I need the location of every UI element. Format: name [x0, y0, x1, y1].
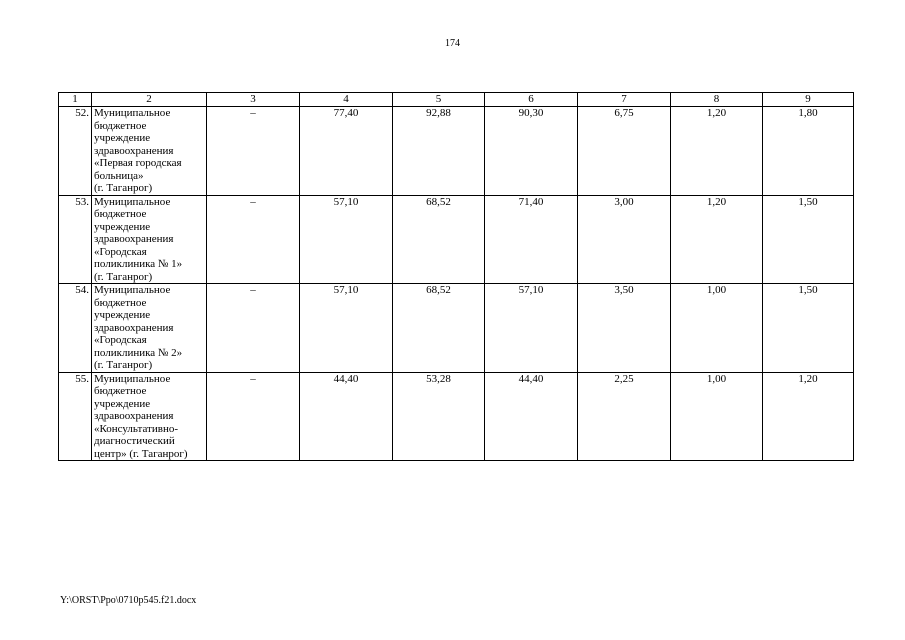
- row-number: 52.: [59, 107, 92, 196]
- institution-name: [92, 372, 207, 461]
- column-header: 4: [300, 93, 393, 107]
- name-line: учреждение: [94, 309, 151, 321]
- name-line: бюджетное: [94, 119, 147, 132]
- column-header: 1: [59, 93, 92, 107]
- column-header: 3: [207, 93, 300, 107]
- value-cell: 6,75: [578, 107, 671, 196]
- table-row: [59, 195, 854, 284]
- value-cell: 3,00: [578, 195, 671, 284]
- value-cell: 68,52: [393, 195, 485, 284]
- name-line: поликлиника № 2»: [94, 346, 183, 359]
- name-line: «Консультативно-: [94, 422, 178, 435]
- name-line: Муниципальное: [94, 372, 171, 385]
- name-line: (г. Таганрог): [94, 359, 153, 371]
- institution-name: [92, 195, 207, 284]
- name-line: учреждение: [94, 132, 151, 144]
- value-cell: 90,30: [485, 107, 578, 196]
- data-table: [58, 92, 854, 461]
- header-row: [59, 93, 854, 107]
- name-line: центр» (г. Таганрог): [94, 447, 188, 460]
- name-line: «Городская: [94, 334, 147, 346]
- name-line: здравоохранения: [94, 410, 174, 422]
- name-line: учреждение: [94, 220, 151, 233]
- institution-name: [92, 107, 207, 196]
- column-header: 9: [763, 93, 854, 107]
- value-cell: 1,50: [763, 195, 854, 284]
- value-cell: 77,40: [300, 107, 393, 196]
- name-line: учреждение: [94, 397, 151, 410]
- name-line: здравоохранения: [94, 144, 174, 157]
- institution-name: [92, 284, 207, 373]
- value-cell: 1,00: [671, 284, 763, 373]
- value-cell: 57,10: [485, 284, 578, 373]
- value-cell: 1,20: [763, 372, 854, 461]
- value-cell: 3,50: [578, 284, 671, 373]
- value-cell: 1,20: [671, 107, 763, 196]
- name-line: бюджетное: [94, 296, 147, 309]
- name-line: диагностический: [94, 435, 175, 447]
- value-cell: 57,10: [300, 195, 393, 284]
- row-number: 53.: [59, 195, 92, 284]
- column-header: 8: [671, 93, 763, 107]
- column-header: 7: [578, 93, 671, 107]
- name-line: бюджетное: [94, 385, 147, 397]
- column-header: 6: [485, 93, 578, 107]
- value-cell: 53,28: [393, 372, 485, 461]
- table-row: [59, 284, 854, 373]
- table-row: [59, 107, 854, 196]
- value-cell: –: [207, 372, 300, 461]
- column-header: 5: [393, 93, 485, 107]
- name-line: (г. Таганрог): [94, 270, 153, 283]
- value-cell: 71,40: [485, 195, 578, 284]
- value-cell: –: [207, 284, 300, 373]
- name-line: здравоохранения: [94, 233, 174, 245]
- name-line: «Первая городская: [94, 157, 182, 169]
- table-row: [59, 372, 854, 461]
- name-line: Муниципальное: [94, 195, 171, 208]
- value-cell: 92,88: [393, 107, 485, 196]
- value-cell: 1,80: [763, 107, 854, 196]
- value-cell: 44,40: [485, 372, 578, 461]
- value-cell: 1,20: [671, 195, 763, 284]
- name-line: поликлиника № 1»: [94, 258, 183, 270]
- value-cell: –: [207, 107, 300, 196]
- value-cell: 68,52: [393, 284, 485, 373]
- name-line: бюджетное: [94, 208, 147, 220]
- value-cell: 2,25: [578, 372, 671, 461]
- name-line: больница»: [94, 169, 144, 182]
- name-line: здравоохранения: [94, 321, 174, 334]
- value-cell: 44,40: [300, 372, 393, 461]
- row-number: 54.: [59, 284, 92, 373]
- footer-file-path: Y:\ORST\Ppo\0710p545.f21.docx: [60, 595, 197, 606]
- name-line: (г. Таганрог): [94, 182, 153, 194]
- value-cell: 57,10: [300, 284, 393, 373]
- value-cell: –: [207, 195, 300, 284]
- name-line: Муниципальное: [94, 107, 171, 119]
- name-line: Муниципальное: [94, 284, 171, 296]
- column-header: 2: [92, 93, 207, 107]
- page-number: 174: [445, 38, 460, 49]
- row-number: 55.: [59, 372, 92, 461]
- value-cell: 1,00: [671, 372, 763, 461]
- value-cell: 1,50: [763, 284, 854, 373]
- name-line: «Городская: [94, 245, 147, 258]
